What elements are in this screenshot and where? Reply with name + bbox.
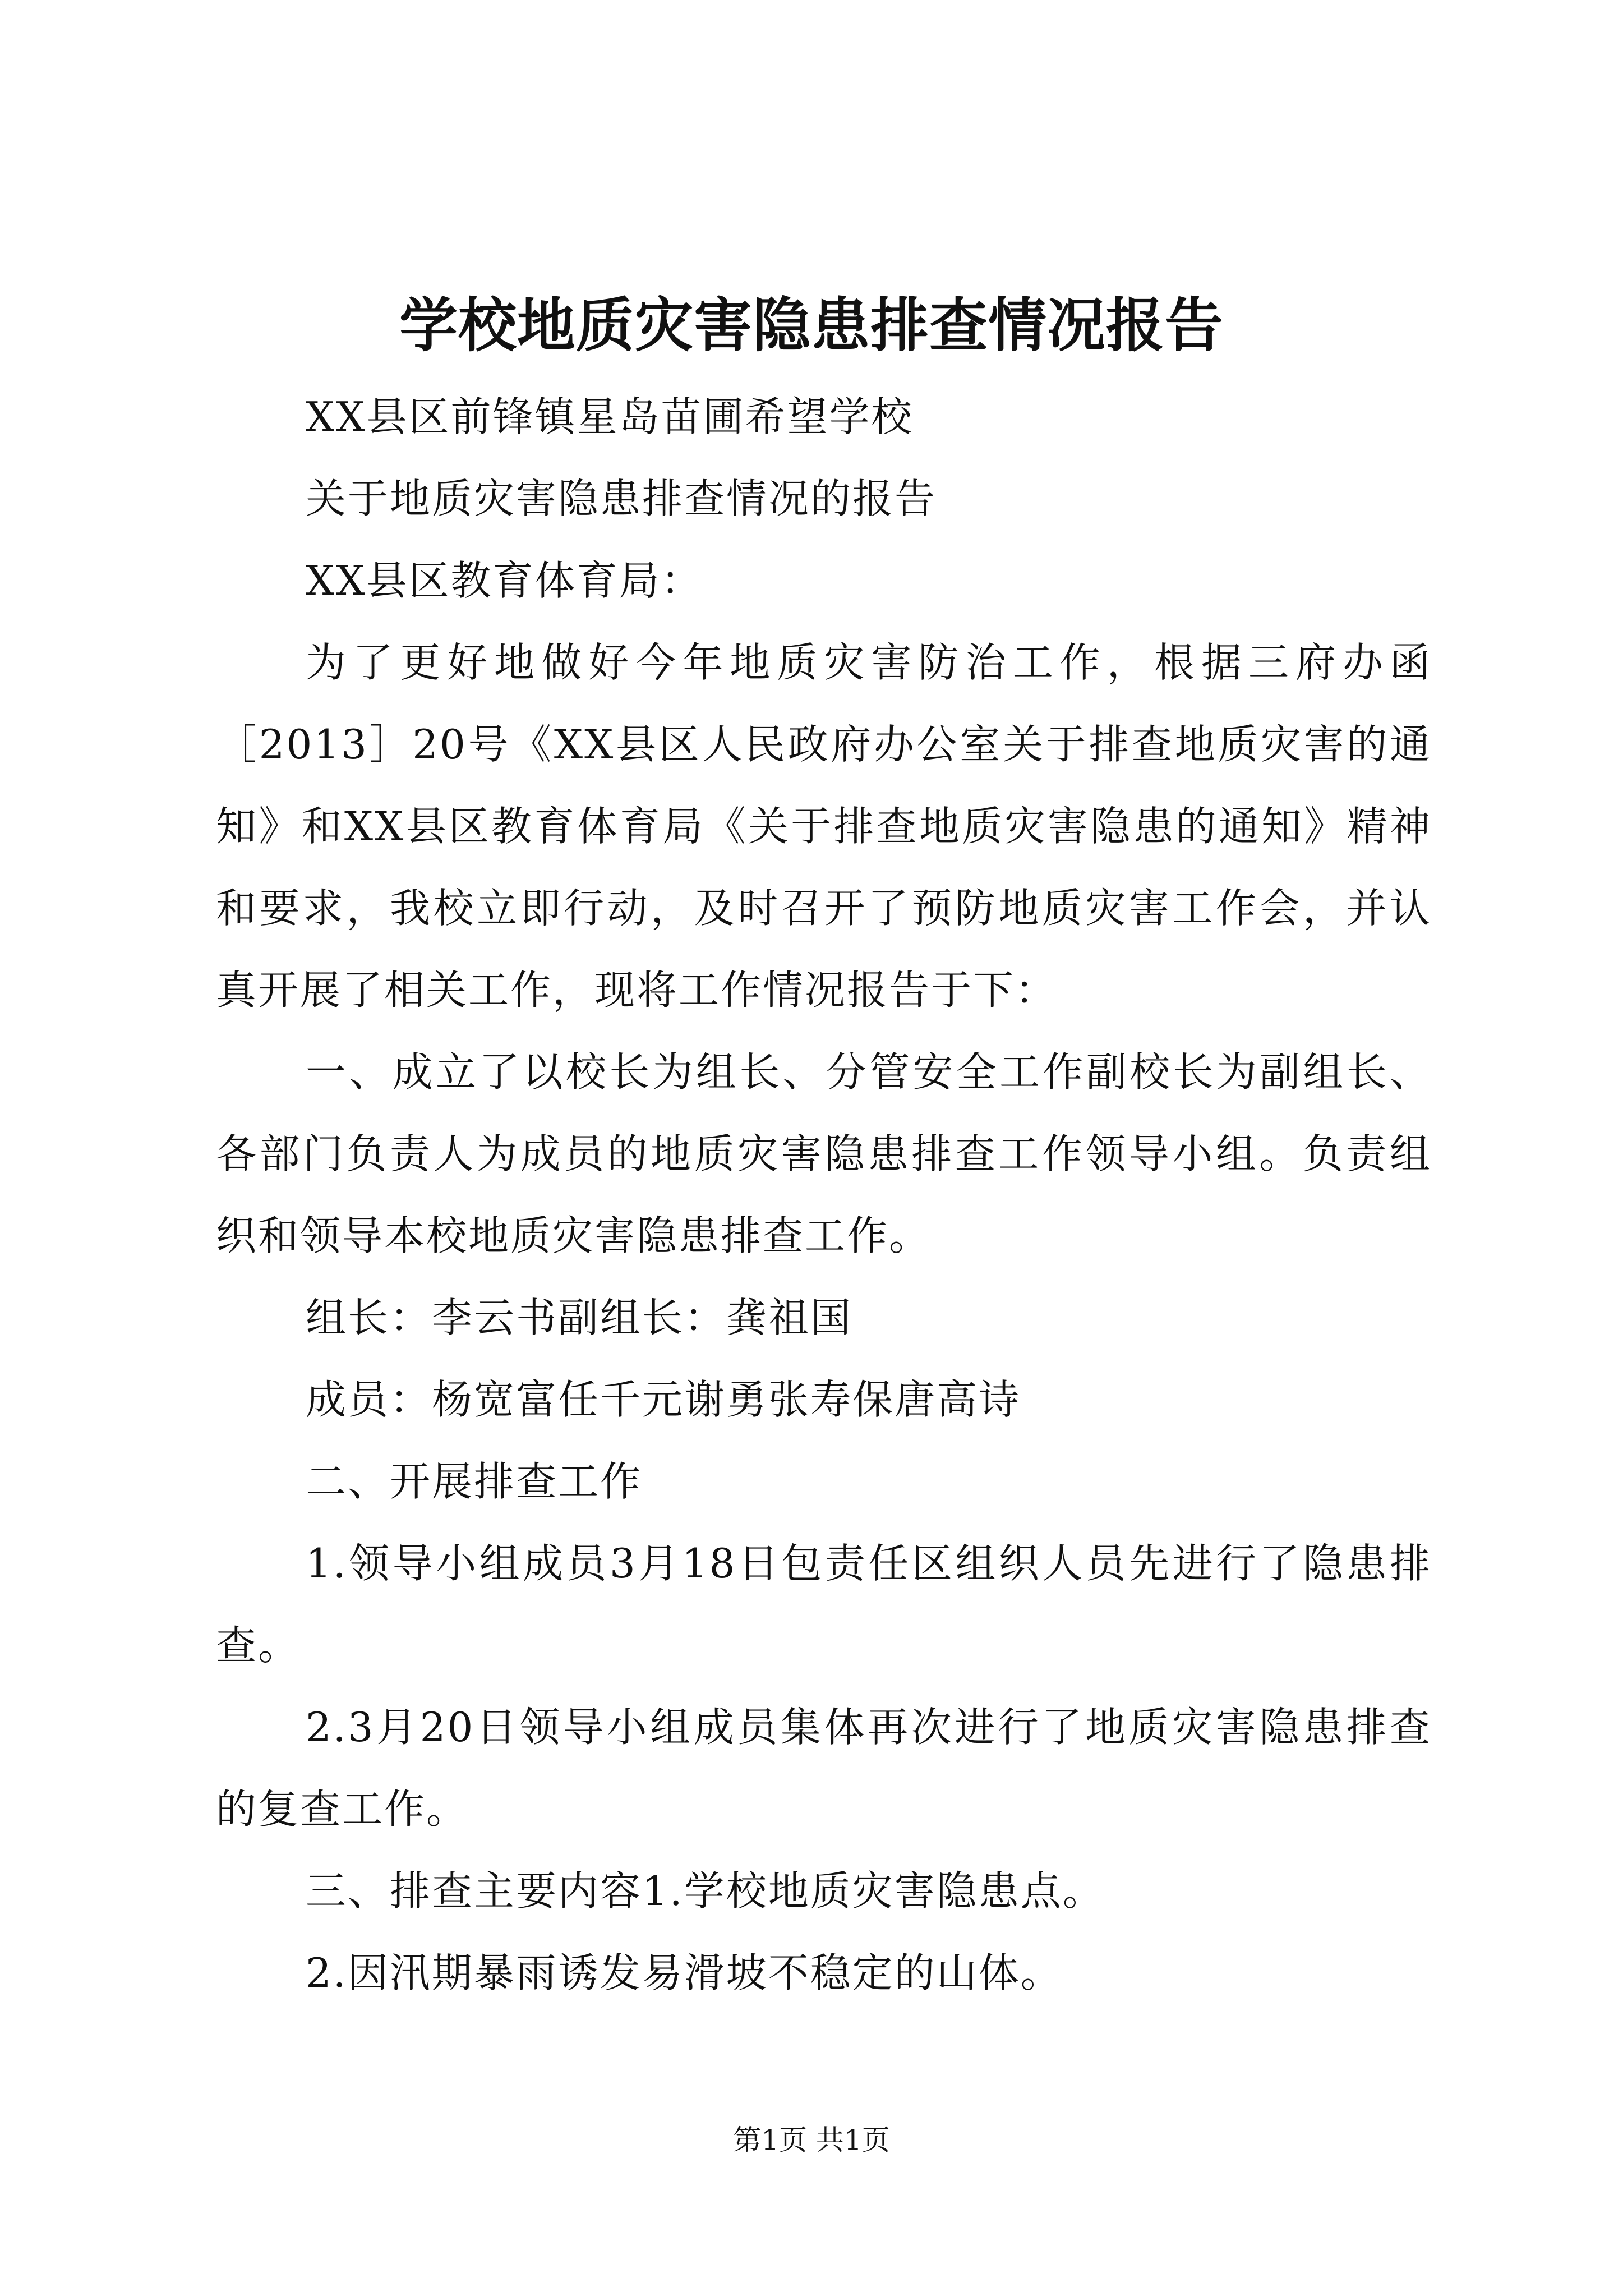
group-leader-line: 组长：李云书副组长：龚祖国 (306, 1294, 853, 1341)
recipient-line: XX县区教育体育局： (306, 557, 703, 604)
group-members-line: 成员：杨宽富任千元谢勇张寿保唐高诗 (306, 1376, 1021, 1423)
school-name-line: XX县区前锋镇星岛苗圃希望学校 (306, 393, 914, 440)
report-subtitle-line: 关于地质灾害隐患排查情况的报告 (306, 475, 937, 522)
document-title: 学校地质灾害隐患排查情况报告 (399, 291, 1224, 360)
section-two-heading: 二、开展排查工作 (306, 1458, 643, 1505)
page-footer: 第1页 共1页 (733, 2124, 890, 2156)
section-three-line: 三、排查主要内容1.学校地质灾害隐患点。 (306, 1867, 1105, 1915)
item-two-paragraph: 2.3月20日领导小组成员集体再次进行了地质灾害隐患排查的复查工作。 (216, 1704, 1432, 1833)
section-three-item-two: 2.因汛期暴雨诱发易滑坡不稳定的山体。 (306, 1949, 1063, 1996)
document-body (216, 376, 1432, 2014)
section-one-paragraph: 一、成立了以校长为组长、分管安全工作副校长为副组长、各部门负责人为成员的地质灾害隐患排查工作领导小组。负责组织和领导本校地质灾害隐患排查工作。 (216, 1048, 1432, 1259)
intro-paragraph: 为了更好地做好今年地质灾害防治工作，根据三府办函［2013］20号《XX县区人民政府办公室关于排查地质灾害的通知》和XX县区教育体育局《关于排查地质灾害隐患的通知》精神和要求，我校立即行动，及时召开了预防地质灾害工作会，并认真开展了相关工作，现将工作情况报告于下： (216, 639, 1432, 1014)
item-one-paragraph: 1.领导小组成员3月18日包责任区组织人员先进行了隐患排查。 (216, 1540, 1432, 1669)
